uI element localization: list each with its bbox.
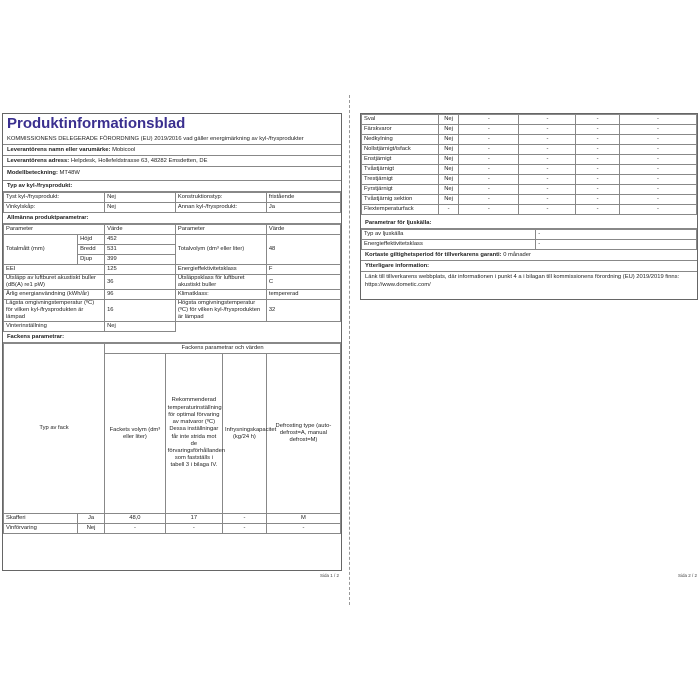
table-row (4, 344, 341, 354)
comp-defrost: - (619, 155, 696, 165)
regulation-text: KOMMISSIONENS DELEGERADE FÖRORDNING (EU) 2019/2016 vad gäller energimärkning av kyl-/frysprodukter (3, 134, 341, 145)
total-volume-label: Totalvolym (dm³ eller liter) (175, 235, 266, 265)
comp-volume: - (459, 205, 519, 215)
max-temp-value: 32 (266, 300, 340, 322)
comp-temp: - (519, 115, 576, 125)
table-row (4, 290, 341, 300)
supplier-address-label: Leverantörens adress: (7, 158, 70, 164)
comp-temp: - (519, 175, 576, 185)
comp-freeze: - (576, 165, 620, 175)
comp-freeze: - (576, 135, 620, 145)
comp-present: Nej (78, 524, 105, 534)
comp-present: Nej (439, 185, 459, 195)
type-label: Konstruktionstyp: (175, 193, 266, 203)
comp-volume: - (459, 155, 519, 165)
light-class-value: - (536, 240, 697, 250)
comp-freeze: - (223, 514, 267, 524)
page-2-frame (360, 113, 698, 300)
warranty-row (361, 250, 697, 261)
comp-freeze: - (576, 115, 620, 125)
dim-label: Bredd (78, 245, 105, 255)
model-row (3, 167, 341, 181)
comp-freeze: - (576, 155, 620, 165)
compartment-section-header: Fackens parametrar: (3, 332, 341, 343)
compartment-table-continued (361, 114, 697, 215)
table-row (362, 155, 697, 165)
empty-cell (175, 322, 340, 332)
type-value: Ja (266, 203, 340, 213)
comp-volume: - (459, 125, 519, 135)
comp-type-header: Typ av fack (4, 344, 105, 514)
comp-freeze: - (576, 125, 620, 135)
supplier-name-value: Mobicool (112, 147, 136, 153)
col-header-value: Värde (105, 225, 176, 235)
more-info-text: Länk till tillverkarens webbplats, där informationen i punkt 4 a i bilagan till kommissionens förordning (EU) 2019/2019 finns: https://www.dometic.com/ (365, 274, 680, 288)
type-label: Vinkylskåp: (4, 203, 105, 213)
dim-label: Höjd (78, 235, 105, 245)
page-1-frame (2, 113, 342, 571)
comp-defrost: - (266, 524, 340, 534)
noise-class-value: C (266, 275, 340, 290)
table-row (4, 300, 341, 322)
type-value: Nej (105, 193, 176, 203)
comp-present: Nej (439, 135, 459, 145)
noise-value: 36 (105, 275, 176, 290)
table-row (4, 193, 341, 203)
type-value: Nej (105, 203, 176, 213)
comp-name: Nollstjärnigt/isfack (362, 145, 439, 155)
comp-name: Sval (362, 115, 439, 125)
comp-freeze: - (576, 205, 620, 215)
comp-present: Nej (439, 195, 459, 205)
comp-defrost: M (266, 514, 340, 524)
comp-temp-header: Rekommenderad temperaturinställning för optimal förvaring av matvaror (ºC) Dessa inställningar får inte strida mot de förvaringsförhållanden som fastställs i tabell 3 i bilaga IV. (165, 354, 222, 514)
eei-value: 125 (105, 265, 176, 275)
model-value: MT48W (59, 170, 80, 176)
comp-present: Nej (439, 175, 459, 185)
comp-temp: - (519, 205, 576, 215)
comp-volume: - (459, 145, 519, 155)
table-row (362, 240, 697, 250)
comp-temp: - (519, 135, 576, 145)
comp-temp: - (519, 145, 576, 155)
type-section-header: Typ av kyl-/frysprodukt: (3, 181, 341, 192)
comp-defrost: - (619, 175, 696, 185)
comp-present: Nej (439, 165, 459, 175)
comp-name: Nedkylning (362, 135, 439, 145)
annual-energy-label: Årlig energianvändning (kWh/år) (4, 290, 105, 300)
warranty-label: Kortaste giltighetsperiod för tillverkarens garanti: (365, 252, 502, 258)
comp-temp: - (519, 165, 576, 175)
climate-label: Klimatklass: (175, 290, 266, 300)
table-row (362, 175, 697, 185)
light-section-header: Parametrar för ljuskälla: (361, 218, 697, 229)
supplier-name-row (3, 145, 341, 156)
light-table (361, 229, 697, 250)
table-row (4, 524, 341, 534)
comp-freeze: - (576, 145, 620, 155)
general-table (3, 224, 341, 332)
more-info-header: Ytterligare information: (361, 261, 697, 272)
comp-name: Flextemperaturfack (362, 205, 439, 215)
table-row (4, 203, 341, 213)
col-header-param: Parameter (4, 225, 105, 235)
comp-volume: - (459, 165, 519, 175)
comp-freeze: - (576, 195, 620, 205)
dim-label: Djup (78, 255, 105, 265)
table-row (4, 225, 341, 235)
comp-present: - (439, 205, 459, 215)
warranty-value: 0 månader (503, 252, 531, 258)
min-temp-value: 16 (105, 300, 176, 322)
col-header-param: Parameter (175, 225, 266, 235)
comp-defrost: - (619, 135, 696, 145)
page-title: Produktinformationsblad (7, 115, 186, 132)
table-row (362, 125, 697, 135)
comp-defrost: - (619, 115, 696, 125)
table-row (4, 514, 341, 524)
type-table (3, 192, 341, 213)
climate-value: tempererad (266, 290, 340, 300)
comp-present: Nej (439, 115, 459, 125)
light-type-value: - (536, 230, 697, 240)
light-class-label: Energieffektivitetsklass (362, 240, 536, 250)
comp-name: Enstjärnigt (362, 155, 439, 165)
table-row (4, 275, 341, 290)
page-2 (358, 113, 698, 583)
comp-defrost: - (619, 125, 696, 135)
table-row (362, 145, 697, 155)
comp-freeze: - (223, 524, 267, 534)
comp-freeze-header: Infrysningskapacitet (kg/24 h) (223, 354, 267, 514)
comp-name: Vinförvaring (4, 524, 78, 534)
comp-temp: - (519, 185, 576, 195)
comp-defrost: - (619, 165, 696, 175)
energy-class-value: F (266, 265, 340, 275)
noise-class-label: Utsläppsklass för luftburet akustiskt buller (175, 275, 266, 290)
dim-value: 531 (105, 245, 176, 255)
page-1 (2, 113, 342, 583)
compartment-table (3, 343, 341, 534)
winter-label: Vinterinställning (4, 322, 105, 332)
table-row (362, 165, 697, 175)
dims-label: Totalmått (mm) (4, 235, 78, 265)
comp-defrost: - (619, 205, 696, 215)
page-1-footer: Sida 1 / 2 (320, 573, 340, 578)
dim-value: 399 (105, 255, 176, 265)
comp-volume: - (459, 195, 519, 205)
table-row (4, 265, 341, 275)
type-label: Annan kyl-/frysprodukt: (175, 203, 266, 213)
winter-value: Nej (105, 322, 176, 332)
noise-label: Utsläpp av luftburet akustiskt buller (dB(A) re1 pW) (4, 275, 105, 290)
supplier-address-row (3, 156, 341, 167)
comp-volume: - (105, 524, 166, 534)
comp-name: Färskvaror (362, 125, 439, 135)
comp-volume: 48,0 (105, 514, 166, 524)
comp-defrost: - (619, 145, 696, 155)
col-header-value: Värde (266, 225, 340, 235)
min-temp-label: Lägsta omgivningstemperatur (ºC) för vilken kyl-/frysprodukten är lämpad (4, 300, 105, 322)
table-row (362, 135, 697, 145)
annual-energy-value: 96 (105, 290, 176, 300)
total-volume-value: 48 (266, 235, 340, 265)
comp-name: Skafferi (4, 514, 78, 524)
table-row (362, 230, 697, 240)
comp-freeze: - (576, 175, 620, 185)
comp-volume: - (459, 115, 519, 125)
type-value: fristående (266, 193, 340, 203)
general-section-header: Allmänna produktparametrar: (3, 213, 341, 224)
light-type-label: Typ av ljuskälla (362, 230, 536, 240)
comp-name: Trestjärnigt (362, 175, 439, 185)
comp-defrost: - (619, 185, 696, 195)
table-row (362, 195, 697, 205)
comp-name: Tvåstjärnig sektion (362, 195, 439, 205)
comp-volume: - (459, 185, 519, 195)
eei-label: EEI (4, 265, 105, 275)
comp-temp: - (519, 195, 576, 205)
comp-temp: - (519, 125, 576, 135)
comp-present: Nej (439, 155, 459, 165)
page-divider (349, 95, 350, 605)
comp-volume: - (459, 175, 519, 185)
table-row (4, 235, 341, 245)
comp-present: Ja (78, 514, 105, 524)
comp-sub-header: Fackens parametrar och värden (105, 344, 341, 354)
comp-name: Tvåstjärnigt (362, 165, 439, 175)
comp-temp: 17 (165, 514, 222, 524)
supplier-address-value: Helpdesk, Hollefeldstrasse 63, 48282 Emsdetten, DE (70, 158, 208, 164)
table-row (362, 185, 697, 195)
energy-class-label: Energieffektivitetsklass (175, 265, 266, 275)
table-row (4, 322, 341, 332)
type-label: Tyst kyl-/frysprodukt: (4, 193, 105, 203)
comp-temp: - (519, 155, 576, 165)
supplier-name-label: Leverantörens namn eller varumärke: (7, 147, 111, 153)
page-2-footer: Sida 2 / 2 (678, 573, 698, 578)
comp-volume: - (459, 135, 519, 145)
comp-defrost: - (619, 195, 696, 205)
max-temp-label: Högsta omgivningstemperatur (ºC) för vilken kyl-/frysprodukten är lämpad (175, 300, 266, 322)
comp-freeze: - (576, 185, 620, 195)
table-row (362, 205, 697, 215)
comp-volume-header: Fackets volym (dm³ eller liter) (105, 354, 166, 514)
comp-name: Fyrstjärnigt (362, 185, 439, 195)
comp-present: Nej (439, 125, 459, 135)
model-label: Modellbeteckning: (7, 170, 58, 176)
comp-temp: - (165, 524, 222, 534)
comp-defrost-header: Defrosting type (auto-defrost=A, manual defrost=M) (266, 354, 340, 514)
table-row (362, 115, 697, 125)
comp-present: Nej (439, 145, 459, 155)
dim-value: 452 (105, 235, 176, 245)
